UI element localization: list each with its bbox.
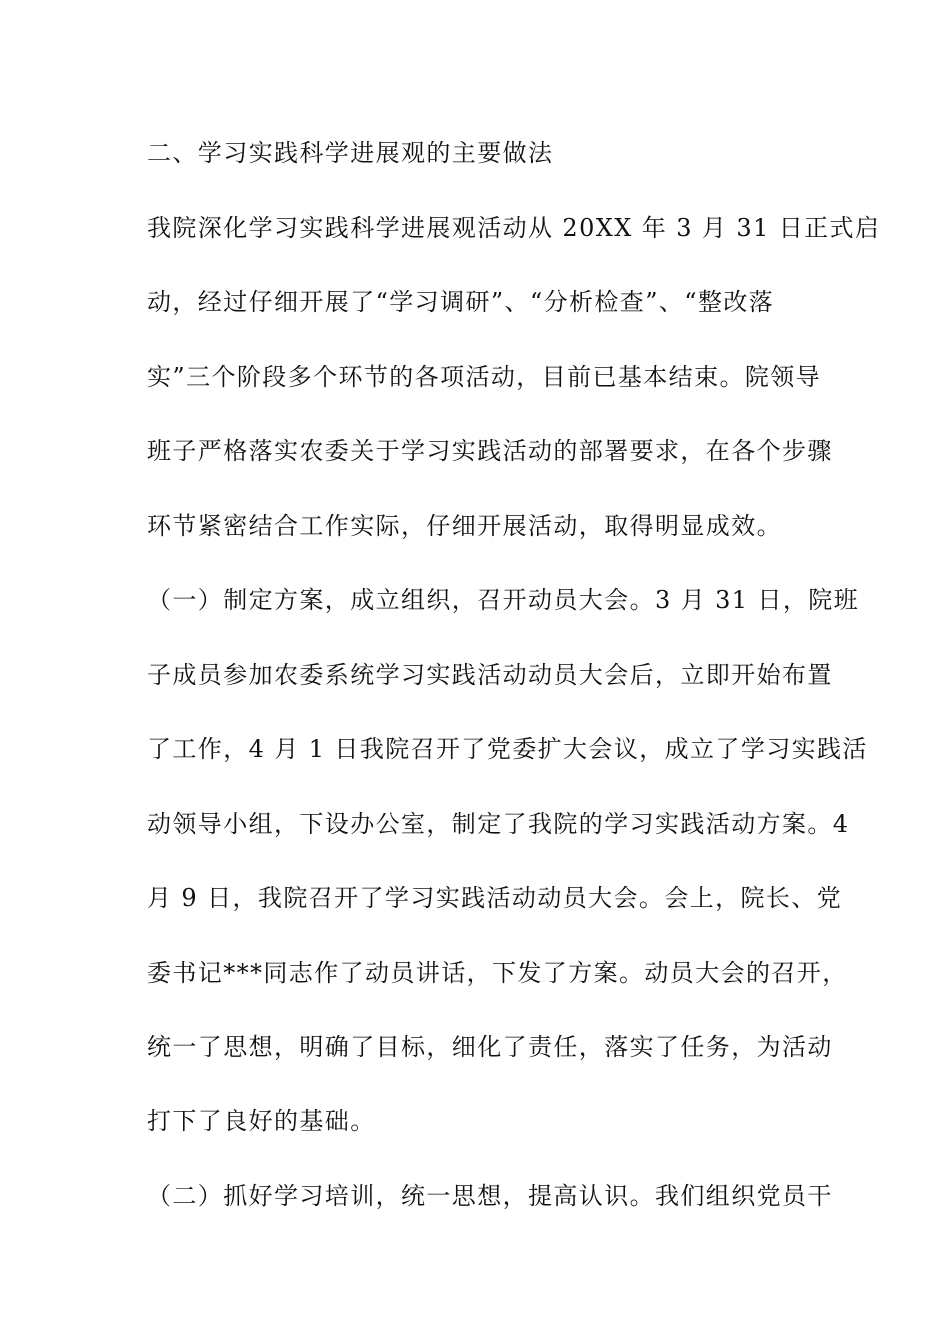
text-line: 环节紧密结合工作实际，仔细开展活动，取得明显成效。 <box>147 512 782 540</box>
text-line: 月 9 日，我院召开了学习实践活动动员大会。会上，院长、党 <box>147 884 843 912</box>
subheading-line: （二）抓好学习培训，统一思想，提高认识。我们组织党员干 <box>147 1182 833 1210</box>
text-line: 了工作，4 月 1 日我院召开了党委扩大会议，成立了学习实践活 <box>147 735 868 763</box>
subheading-line: （一）制定方案，成立组织，召开动员大会。3 月 31 日，院班 <box>147 586 860 614</box>
text-line: 实”三个阶段多个环节的各项活动，目前已基本结束。院领导 <box>147 363 822 391</box>
text-line: 我院深化学习实践科学进展观活动从 20XX 年 3 月 31 日正式启 <box>147 214 881 242</box>
text-line: 动领导小组，下设办公室，制定了我院的学习实践活动方案。4 <box>147 810 850 838</box>
section-heading: 二、学习实践科学进展观的主要做法 <box>147 139 554 167</box>
text-line: 委书记***同志作了动员讲话，下发了方案。动员大会的召开， <box>147 959 848 987</box>
text-line: 统一了思想，明确了目标，细化了责任，落实了任务，为活动 <box>147 1033 833 1061</box>
text-line: 打下了良好的基础。 <box>147 1107 376 1135</box>
text-line: 子成员参加农委系统学习实践活动动员大会后，立即开始布置 <box>147 661 833 689</box>
text-line: 动，经过仔细开展了“学习调研”、“分析检查”、“整改落 <box>147 288 775 316</box>
text-line: 班子严格落实农委关于学习实践活动的部署要求，在各个步骤 <box>147 437 833 465</box>
